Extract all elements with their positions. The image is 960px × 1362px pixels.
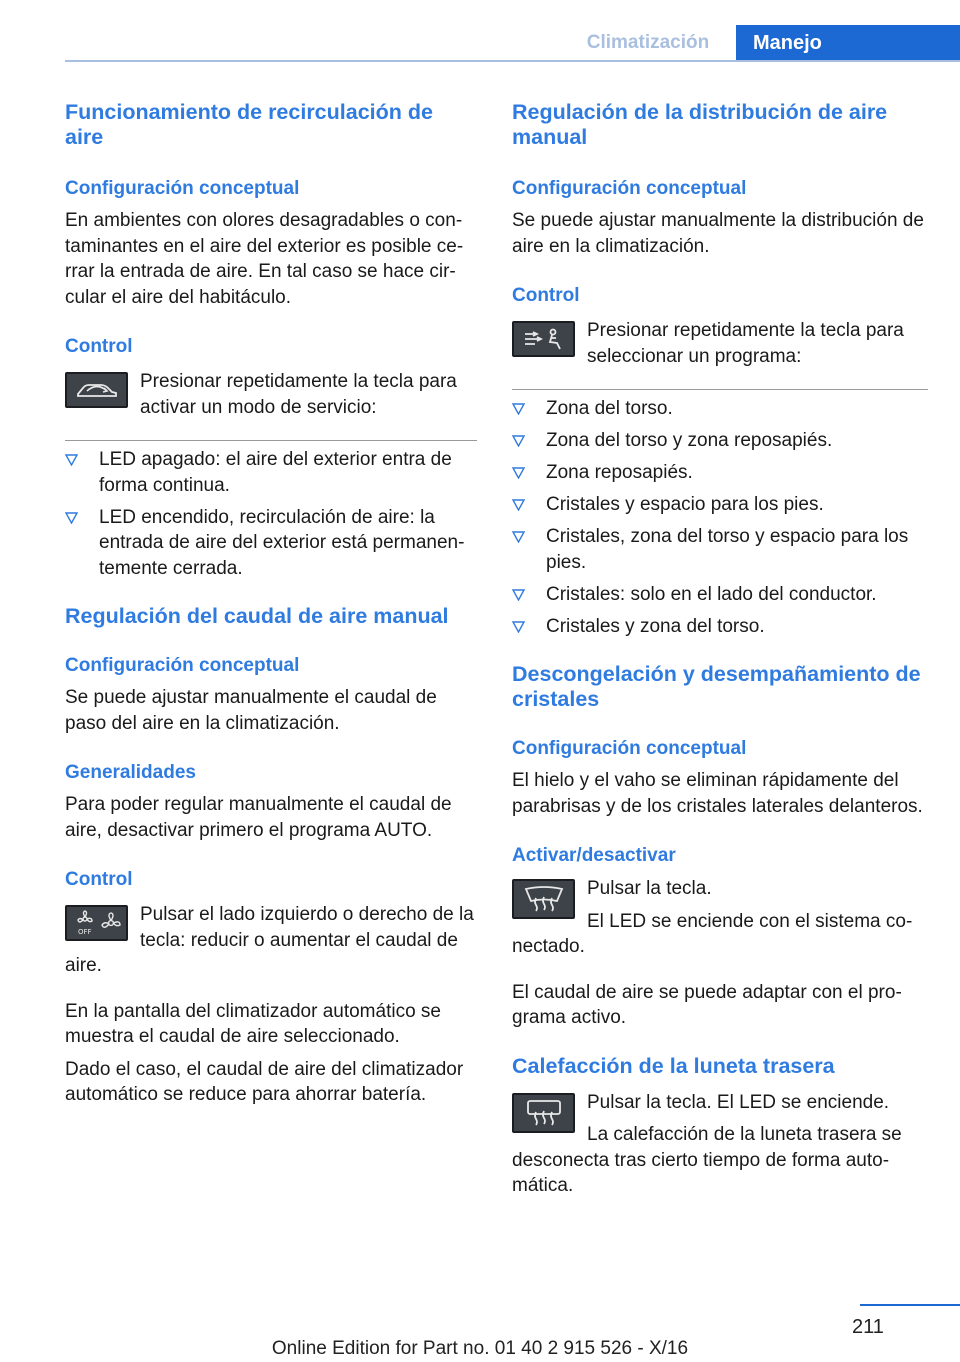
recirculation-control-text: Presionar repetidamente la tecla para activar un modo de servicio: [140, 371, 457, 418]
defrost-concept-label: Configuración conceptual [512, 738, 747, 759]
list-item-text: LED encendido, recirculación de aire: la entrada de aire del exterior está permanentemente cerrada. [99, 506, 465, 579]
recirculation-heading: Funcionamiento de recirculación de aire [65, 100, 433, 149]
rear-window-control-row [512, 1090, 928, 1199]
rear-window-heading: Calefacción de la luneta trasera [512, 1053, 835, 1078]
distribution-control-text: Presionar repetidamente la tecla para seleccionar un programa: [587, 320, 904, 367]
triangle-bullet-icon [512, 499, 525, 511]
list-item [512, 460, 928, 486]
defrost-press-text: Pulsar la tecla. [587, 878, 712, 899]
rear-window-off-text: La calefacción de la luneta trasera se desconecta tras cierto tiempo de forma automática. [512, 1124, 902, 1196]
distribution-control-row [512, 318, 928, 369]
list-item-text: Cristales, zona del torso y espacio para los pies. [546, 526, 909, 573]
triangle-bullet-icon [65, 454, 78, 466]
list-item-text: Zona reposapiés. [546, 462, 693, 483]
distribution-heading: Regulación de la distribución de aire manual [512, 100, 888, 149]
defrost-toggle-label: Activar/desactivar [512, 845, 676, 866]
airflow-concept-text: Se puede ajustar manualmente el caudal de paso del aire en la climatización. [65, 687, 437, 734]
airflow-control-text: Pulsar el lado izquierdo o derecho de la tecla: reducir o aumentar el caudal de aire. [65, 904, 474, 976]
list-separator [65, 440, 477, 441]
list-item-text: Cristales y zona del torso. [546, 615, 765, 637]
header-rule [65, 60, 960, 62]
list-item-text: Cristales: solo en el lado del conductor. [546, 583, 877, 605]
defrost-control-row [512, 876, 928, 960]
distribution-program-list [512, 396, 928, 639]
defrost-concept-text: El hielo y el vaho se eliminan rápidamente del parabrisas y de los cristales laterales delanteros. [512, 770, 923, 817]
recirculation-control-row [65, 369, 477, 420]
air-distribution-icon [512, 321, 575, 357]
distribution-concept-text: Se puede ajustar manualmente la distribución de aire en la climatización. [512, 210, 924, 257]
list-item [512, 396, 928, 422]
recirculation-control-label: Control [65, 336, 133, 357]
fan-speed-icon [65, 905, 128, 941]
triangle-bullet-icon [65, 512, 78, 524]
section-tab[interactable]: Climatización [586, 31, 710, 53]
airflow-heading: Regulación del caudal de aire manual [65, 604, 449, 628]
recirculation-concept-text: En ambientes con olores desagradables o contaminantes en el aire del exterior es posible cerrar la entrada de aire. En tal caso se hace circular el aire del habitáculo. [65, 210, 464, 308]
recirculation-concept-label: Configuración conceptual [65, 178, 300, 199]
triangle-bullet-icon [512, 621, 525, 633]
list-item [512, 428, 928, 454]
left-column [65, 100, 477, 1108]
chapter-tab[interactable]: Manejo [736, 25, 960, 62]
edition-footer: Online Edition for Part no. 01 40 2 915 526 - X/16 [271, 1338, 689, 1359]
list-item [512, 524, 928, 575]
defrost-heading: Descongelación y desempañamiento de cristales [512, 662, 921, 711]
list-item-text: Zona del torso y zona reposapiés. [546, 430, 833, 451]
list-item [512, 582, 928, 608]
list-item [512, 492, 928, 518]
rear-window-heat-icon [512, 1093, 575, 1133]
list-item [65, 505, 477, 582]
defrost-program-text: El caudal de aire se puede adaptar con el programa activo. [512, 981, 902, 1028]
list-item [512, 614, 928, 640]
airflow-general-text: Para poder regular manualmente el caudal de aire, desactivar primero el programa AUTO. [65, 794, 452, 841]
page-number: 211 [852, 1316, 884, 1338]
triangle-bullet-icon [512, 403, 525, 415]
list-item-text: Cristales y espacio para los pies. [546, 494, 824, 515]
list-item-text: Zona del torso. [546, 398, 673, 419]
page-header [0, 0, 960, 62]
airflow-control-row [65, 902, 477, 979]
list-item [65, 447, 477, 498]
windshield-defrost-icon [512, 879, 575, 919]
list-item-text: LED apagado: el aire del exterior entra de forma continua. [99, 449, 452, 496]
recirculation-led-list [65, 447, 477, 581]
rear-window-press-text: Pulsar la tecla. El LED se enciende. [587, 1091, 890, 1113]
distribution-concept-label: Configuración conceptual [512, 178, 747, 199]
airflow-general-label: Generalidades [65, 762, 196, 783]
airflow-display-text: En la pantalla del climatizador automático se muestra el caudal de aire seleccionado. [65, 1000, 441, 1047]
triangle-bullet-icon [512, 531, 525, 543]
airflow-concept-label: Configuración conceptual [65, 655, 300, 676]
distribution-control-label: Control [512, 285, 580, 306]
footer-rule [860, 1304, 960, 1306]
recirculation-icon [65, 372, 128, 408]
airflow-battery-text: Dado el caso, el caudal de aire del climatizador automático se reduce para ahorrar batería. [65, 1058, 464, 1105]
airflow-control-label: Control [65, 869, 133, 890]
triangle-bullet-icon [512, 467, 525, 479]
fan-off-label: OFF [77, 928, 92, 936]
triangle-bullet-icon [512, 435, 525, 447]
defrost-led-text: El LED se enciende con el sistema conectado. [512, 910, 913, 957]
list-separator [512, 389, 928, 390]
right-column [512, 100, 928, 1199]
triangle-bullet-icon [512, 589, 525, 601]
